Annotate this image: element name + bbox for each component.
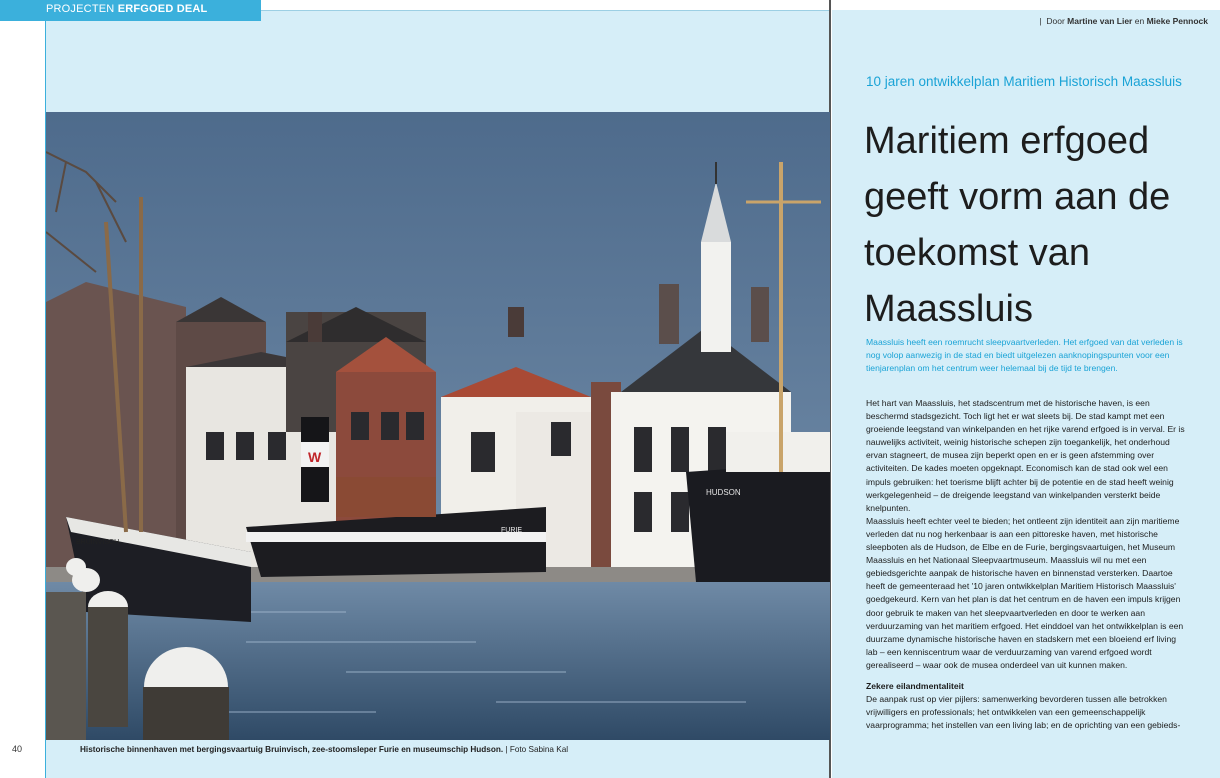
article-subheading: Zekere eilandmentaliteit	[866, 680, 964, 691]
top-rule	[261, 10, 829, 11]
article-headline: Maritiem erfgoed geeft vorm aan de toekomst van Maassluis	[864, 120, 1171, 330]
svg-text:BRUINVISCH: BRUINVISCH	[76, 539, 120, 546]
article-lead: Maassluis heeft een roemrucht sleepvaartverleden. Het erfgoed van dat verleden is nog volop aanwezig in de stad en biedt uitgelezen aanknopingspunten voor een tienjarenplan om het centrum weer helemaal bij de tijd te brengen.	[866, 337, 1183, 373]
section-title: PROJECTEN ERFGOED DEAL	[46, 3, 208, 15]
section-tab	[0, 0, 261, 21]
harbour-photo	[46, 112, 830, 740]
article-body	[866, 397, 1186, 732]
svg-text:HUDSON: HUDSON	[706, 488, 741, 497]
body-paragraph: De aanpak rust op vier pijlers: samenwerking bevorderen tussen alle betrokken vrijwilligers en professionals; het ontwikkelen van een gemeenschappelijk vaarprogramma; het instellen van een living lab; en de oprichting van een gebieds-	[866, 694, 1181, 731]
byline: | Door Martine van Lier en Mieke Pennock	[1039, 16, 1208, 26]
body-paragraph: Het hart van Maassluis, het stadscentrum met de historische haven, is een beschermd stadsgezicht. Toch ligt het er wat sleets bij. De stad kampt met een groeiende leegstand van winkelpanden en het rijke varend erfgoed is in verval. Er is nauwelijks activiteit, weinig historische schepen zijn toegankelijk, het onderhoud ervan stagneert, de musea zijn beperkt open en er is geen afstemming over activiteiten. De kades moeten opgeknapt. Economisch kan de stad ook wel een impuls gebruiken: het toerisme blijft achter bij de potentie en de stad heeft weinig werkgelegenheid – de dreigende leegstand van winkelpanden versterkt beide knelpunten.	[866, 398, 1185, 513]
body-paragraph: Maassluis heeft echter veel te bieden; het ontleent zijn identiteit aan zijn maritieme verleden dat nu nog herkenbaar is aan een pittoreske haven, met historische sleepboten als de Hudson, de Elbe en de Furie, bergingsvaartuigen, het Museum Maassluis en het Nationaal Sleepvaartmuseum. Maassluis wil nu met een gebiedsgerichte aanpak de historische haven en binnenstad versterken. Daartoe heeft de gemeenteraad het '10 jaren ontwikkelplan Maritiem Historisch Maassluis' goedgekeurd. Kern van het plan is dat het centrum en de haven een impuls krijgen door gebruik te maken van het sleepvaartverleden en door te werken aan verduurzaming van het maritiem erfgoed. Het einddoel van het ontwikkelplan is een duurzame dynamische historische haven en stadskern met een bloeiend erf living lab – een kenniscentrum waar de verduurzaming van varend erfgoed wordt gerealiseerd – waar ook de musea onderdeel van uit kunnen maken.	[866, 515, 1184, 670]
svg-text:W: W	[308, 449, 322, 465]
article-kicker: 10 jaren ontwikkelplan Maritiem Historisch Maassluis	[866, 74, 1182, 89]
photo-caption: Historische binnenhaven met bergingsvaartuig Bruinvisch, zee-stoomsleper Furie en museumschip Hudson. | Foto Sabina Kal	[80, 745, 569, 754]
page-number: 40	[12, 744, 23, 754]
svg-text:FURIE: FURIE	[501, 527, 522, 534]
